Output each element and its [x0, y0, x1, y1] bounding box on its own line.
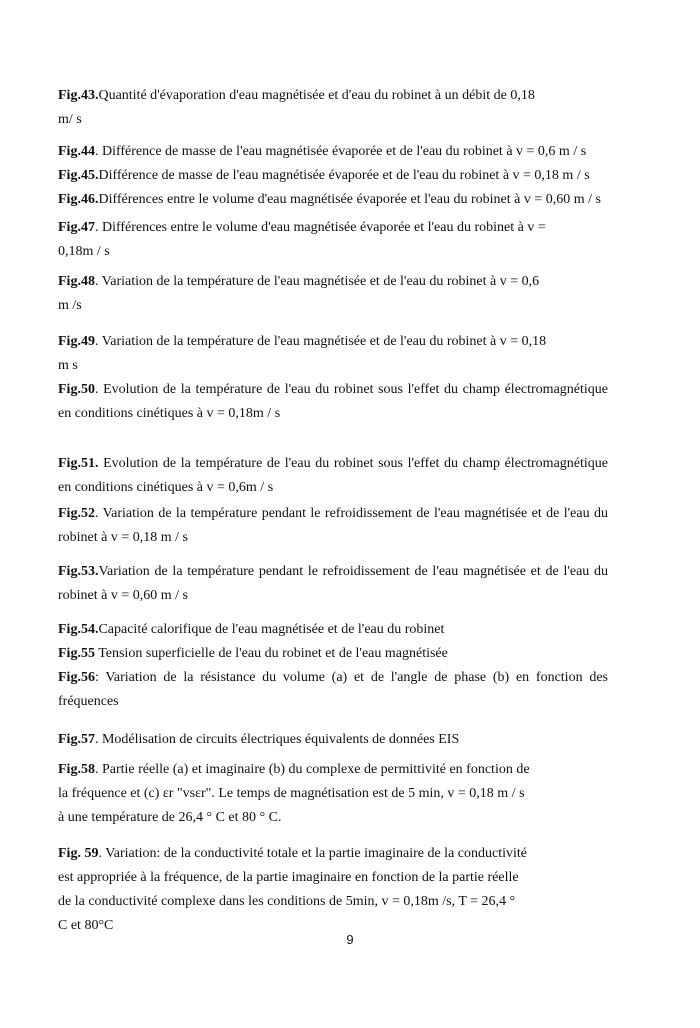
figure-caption-44	[58, 140, 586, 164]
caption-text: : Variation de la résistance du volume (a) et de l'angle de phase (b) en fonction des	[94, 670, 608, 685]
figure-label: Fig.57	[58, 732, 95, 747]
caption-text: en conditions cinétiques à v = 0,18m / s	[58, 406, 281, 421]
figure-caption-49	[58, 330, 546, 378]
figure-caption-59	[58, 842, 527, 938]
caption-text: . Différence de masse de l'eau magnétisée évaporée et de l'eau du robinet à v = 0,6 m / s	[94, 144, 587, 159]
figure-caption-55	[58, 642, 448, 666]
caption-text: . Partie réelle (a) et imaginaire (b) du complexe de permittivité en fonction de	[94, 762, 530, 777]
figure-label: Fig.47	[58, 220, 95, 235]
caption-text: m /s	[58, 298, 82, 313]
caption-text: de la conductivité complexe dans les conditions de 5min, v = 0,18m /s, T = 26,4 °	[58, 894, 516, 909]
figure-caption-58	[58, 758, 530, 830]
figure-label: Fig.43.	[58, 88, 99, 103]
figure-caption-47	[58, 216, 546, 264]
caption-text: fréquences	[58, 694, 119, 709]
figure-label: Fig.54.	[58, 622, 99, 637]
figure-label: Fig.46.	[58, 192, 99, 207]
caption-text: Evolution de la température de l'eau du robinet sous l'effet du champ électromagnétique	[98, 456, 608, 471]
figure-label: Fig.52	[58, 506, 95, 521]
page-number: 9	[346, 932, 354, 947]
caption-text: m s	[58, 358, 78, 373]
caption-text: m/ s	[58, 112, 82, 127]
caption-text: . Evolution de la température de l'eau du robinet sous l'effet du champ électromagnétique	[94, 382, 608, 397]
caption-text: en conditions cinétiques à v = 0,6m / s	[58, 480, 274, 495]
figure-caption-50	[58, 378, 608, 426]
figure-label: Fig.49	[58, 334, 95, 349]
caption-text: 0,18m / s	[58, 244, 110, 259]
figure-caption-45	[58, 164, 590, 188]
caption-text: C et 80°C	[58, 918, 114, 933]
figure-label: Fig.56	[58, 670, 95, 685]
caption-text: . Variation de la température pendant le refroidissement de l'eau magnétisée et de l'eau du	[94, 506, 608, 521]
figure-caption-43	[58, 84, 535, 132]
figure-caption-52	[58, 502, 608, 550]
caption-text: Tension superficielle de l'eau du robinet et de l'eau magnétisée	[94, 646, 448, 661]
caption-text: . Différences entre le volume d'eau magnétisée évaporée et l'eau du robinet à v =	[94, 220, 546, 235]
figure-caption-54	[58, 618, 444, 642]
caption-text: Différences entre le volume d'eau magnétisée évaporée et l'eau du robinet à v = 0,60 m / s	[98, 192, 601, 207]
caption-text: . Variation de la température de l'eau magnétisée et de l'eau du robinet à v = 0,18	[94, 334, 547, 349]
figure-label: Fig.58	[58, 762, 95, 777]
caption-text: la fréquence et (c) εr "vsεr". Le temps de magnétisation est de 5 min, v = 0,18 m / s	[58, 786, 525, 801]
figure-caption-46	[58, 188, 601, 212]
figure-label: Fig. 59	[58, 846, 99, 861]
caption-text: . Variation de la température de l'eau magnétisée et de l'eau du robinet à v = 0,6	[94, 274, 540, 289]
figure-label: Fig.53.	[58, 564, 99, 579]
caption-text: Quantité d'évaporation d'eau magnétisée et d'eau du robinet à un débit de 0,18	[98, 88, 535, 103]
figure-label: Fig.51.	[58, 456, 99, 471]
figure-label: Fig.44	[58, 144, 95, 159]
caption-text: robinet à v = 0,18 m / s	[58, 530, 188, 545]
figure-label: Fig.50	[58, 382, 95, 397]
caption-text: . Modélisation de circuits électriques équivalents de données EIS	[94, 732, 460, 747]
figure-caption-53	[58, 560, 608, 608]
caption-text: est appropriée à la fréquence, de la partie imaginaire en fonction de la partie réelle	[58, 870, 519, 885]
caption-text: Capacité calorifique de l'eau magnétisée et de l'eau du robinet	[98, 622, 445, 637]
caption-text: robinet à v = 0,60 m / s	[58, 588, 188, 603]
caption-text: à une température de 26,4 ° C et 80 ° C.	[58, 810, 282, 825]
figure-caption-51	[58, 452, 608, 500]
figure-label: Fig.55	[58, 646, 95, 661]
figure-caption-48	[58, 270, 539, 318]
caption-text: . Variation: de la conductivité totale et la partie imaginaire de la conductivité	[98, 846, 527, 861]
figure-caption-56	[58, 666, 608, 714]
figure-label: Fig.45.	[58, 168, 99, 183]
figure-label: Fig.48	[58, 274, 95, 289]
caption-text: Différence de masse de l'eau magnétisée évaporée et de l'eau du robinet à v = 0,18 m / s	[98, 168, 590, 183]
figure-caption-57	[58, 728, 459, 752]
caption-text: Variation de la température pendant le refroidissement de l'eau magnétisée et de l'eau du	[98, 564, 608, 579]
